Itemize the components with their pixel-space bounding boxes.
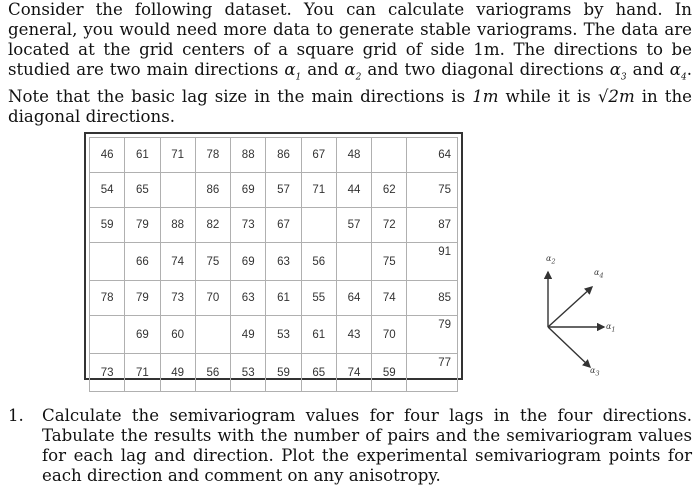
- grid-cell: 59: [372, 354, 407, 392]
- intro-text-2: and two diagonal directions: [367, 60, 604, 79]
- label-alpha1: $\alpha_1$: [606, 322, 616, 334]
- problem-intro: [8, 0, 692, 127]
- grid-cell: 61: [266, 281, 301, 316]
- grid-cell: 69: [231, 173, 266, 208]
- lag-diagonal: √2m: [597, 87, 635, 107]
- intro-text-3: . Note that the basic lag size in the main directions is: [8, 60, 693, 107]
- grid-cell: 75: [372, 243, 407, 281]
- grid-cell: 44: [336, 173, 371, 208]
- grid-cell: 60: [160, 316, 195, 354]
- grid-cell: 86: [266, 138, 301, 173]
- grid-cell: 56: [301, 243, 336, 281]
- grid-cell: 49: [160, 354, 195, 392]
- grid-cell: 73: [90, 354, 125, 392]
- direction-arrows: [532, 250, 642, 380]
- grid-cell: 91: [407, 243, 458, 281]
- grid-cell: [90, 243, 125, 281]
- grid-cell: 74: [160, 243, 195, 281]
- grid-cell: 55: [301, 281, 336, 316]
- grid-cell: 59: [266, 354, 301, 392]
- grid-cell: 62: [372, 173, 407, 208]
- grid-cell: 79: [125, 208, 160, 243]
- grid-row: [90, 243, 458, 281]
- grid-cell: 73: [231, 208, 266, 243]
- grid-cell: [160, 173, 195, 208]
- grid-cell: 78: [195, 138, 230, 173]
- grid-cell: 67: [301, 138, 336, 173]
- grid-cell: 57: [336, 208, 371, 243]
- arrow-alpha4: [548, 287, 592, 327]
- label-alpha3: $\alpha_3$: [590, 366, 600, 378]
- label-alpha2: $\alpha_2$: [546, 254, 556, 266]
- grid-cell: 64: [336, 281, 371, 316]
- grid-cell: 87: [407, 208, 458, 243]
- grid-cell: 63: [231, 281, 266, 316]
- grid-cell: [372, 138, 407, 173]
- intro-text-1: Consider the following dataset. You can calculate variograms by hand. In general, you would need more data to generate stable variograms. The data are located at the grid centers of a square grid of side 1m. The directions to be studied are two main directions: [8, 0, 692, 79]
- grid-cell: 74: [372, 281, 407, 316]
- question-number: 1.: [8, 406, 24, 425]
- direction-diagram: [532, 250, 642, 380]
- grid-cell: 66: [125, 243, 160, 281]
- grid-cell: 75: [195, 243, 230, 281]
- grid-cell: 69: [231, 243, 266, 281]
- grid-cell: 71: [301, 173, 336, 208]
- arrow-alpha3: [548, 327, 590, 367]
- grid-cell: [336, 243, 371, 281]
- grid-cell: 86: [195, 173, 230, 208]
- alpha3-symbol: $\alpha_3$: [609, 60, 627, 83]
- grid-cell: 48: [336, 138, 371, 173]
- grid-row: [90, 208, 458, 243]
- alpha2-symbol: $\alpha_2$: [344, 60, 362, 83]
- grid-cell: [195, 316, 230, 354]
- grid-cell: 53: [231, 354, 266, 392]
- grid-row: [90, 138, 458, 173]
- grid-cell: 61: [301, 316, 336, 354]
- grid-cell: 74: [336, 354, 371, 392]
- intro-and-2: and: [632, 60, 664, 79]
- question-1: [8, 406, 692, 486]
- grid-cell: 71: [125, 354, 160, 392]
- grid-cell: 72: [372, 208, 407, 243]
- grid-cell: 59: [90, 208, 125, 243]
- intro-text-4: while it is: [505, 87, 591, 107]
- grid-cell: 70: [372, 316, 407, 354]
- grid-cell: 53: [266, 316, 301, 354]
- grid-cell: 77: [407, 354, 458, 392]
- grid-row: [90, 281, 458, 316]
- grid-cell: 88: [160, 208, 195, 243]
- data-grid: [84, 132, 463, 380]
- grid-cell: 61: [125, 138, 160, 173]
- grid-cell: [301, 208, 336, 243]
- label-alpha4: $\alpha_4$: [594, 268, 604, 280]
- intro-and-1: and: [307, 60, 339, 79]
- grid-cell: 65: [125, 173, 160, 208]
- grid-cell: 75: [407, 173, 458, 208]
- grid-cell: 79: [125, 281, 160, 316]
- lag-main: 1m: [472, 87, 499, 107]
- grid-row: [90, 316, 458, 354]
- grid-cell: [90, 316, 125, 354]
- grid-cell: 79: [407, 316, 458, 354]
- alpha1-symbol: $\alpha_1$: [284, 60, 302, 83]
- grid-cell: 67: [266, 208, 301, 243]
- question-text: Calculate the semivariogram values for four lags in the four directions. Tabulate the results with the number of pairs and the semivariogram values for each lag and direction. Plot the experimental semivariogram points for each direction and comment on any anisotropy.: [42, 406, 692, 485]
- grid-cell: 65: [301, 354, 336, 392]
- intro-text-5: in the diagonal directions.: [8, 87, 692, 127]
- grid-cell: 70: [195, 281, 230, 316]
- grid-cell: 71: [160, 138, 195, 173]
- grid-cell: 78: [90, 281, 125, 316]
- grid-cell: 49: [231, 316, 266, 354]
- grid-cell: 46: [90, 138, 125, 173]
- grid-cell: 85: [407, 281, 458, 316]
- grid-row: [90, 354, 458, 392]
- grid-cell: 69: [125, 316, 160, 354]
- alpha4-symbol: $\alpha_4$: [669, 60, 687, 83]
- data-grid-table: [89, 137, 458, 392]
- grid-cell: 43: [336, 316, 371, 354]
- grid-cell: 64: [407, 138, 458, 173]
- grid-row: [90, 173, 458, 208]
- grid-cell: 56: [195, 354, 230, 392]
- grid-cell: 88: [231, 138, 266, 173]
- grid-cell: 82: [195, 208, 230, 243]
- grid-cell: 57: [266, 173, 301, 208]
- grid-cell: 63: [266, 243, 301, 281]
- grid-cell: 73: [160, 281, 195, 316]
- grid-cell: 54: [90, 173, 125, 208]
